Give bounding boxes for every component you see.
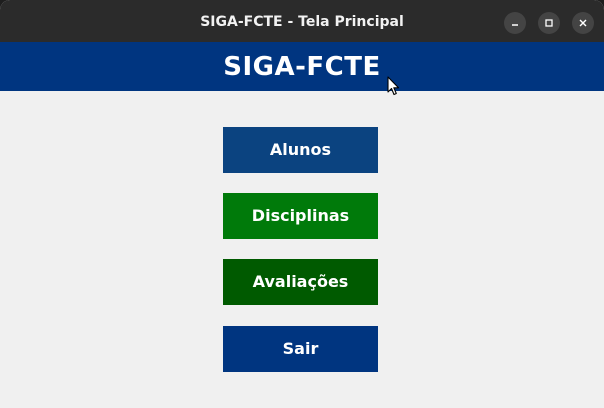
maximize-icon (544, 18, 554, 28)
page-title: SIGA-FCTE (223, 52, 381, 82)
disciplinas-button[interactable]: Disciplinas (223, 193, 378, 239)
minimize-icon (510, 18, 520, 28)
window-titlebar[interactable] (0, 0, 604, 42)
maximize-button[interactable] (538, 12, 560, 34)
window-title: SIGA-FCTE - Tela Principal (200, 14, 404, 30)
sair-button[interactable]: Sair (223, 326, 378, 372)
close-button[interactable] (572, 12, 594, 34)
main-menu (0, 91, 604, 408)
alunos-button[interactable]: Alunos (223, 127, 378, 173)
close-icon (578, 18, 588, 28)
avaliacoes-button[interactable]: Avaliações (223, 259, 378, 305)
minimize-button[interactable] (504, 12, 526, 34)
app-header (0, 42, 604, 91)
mouse-pointer-icon (387, 76, 401, 96)
